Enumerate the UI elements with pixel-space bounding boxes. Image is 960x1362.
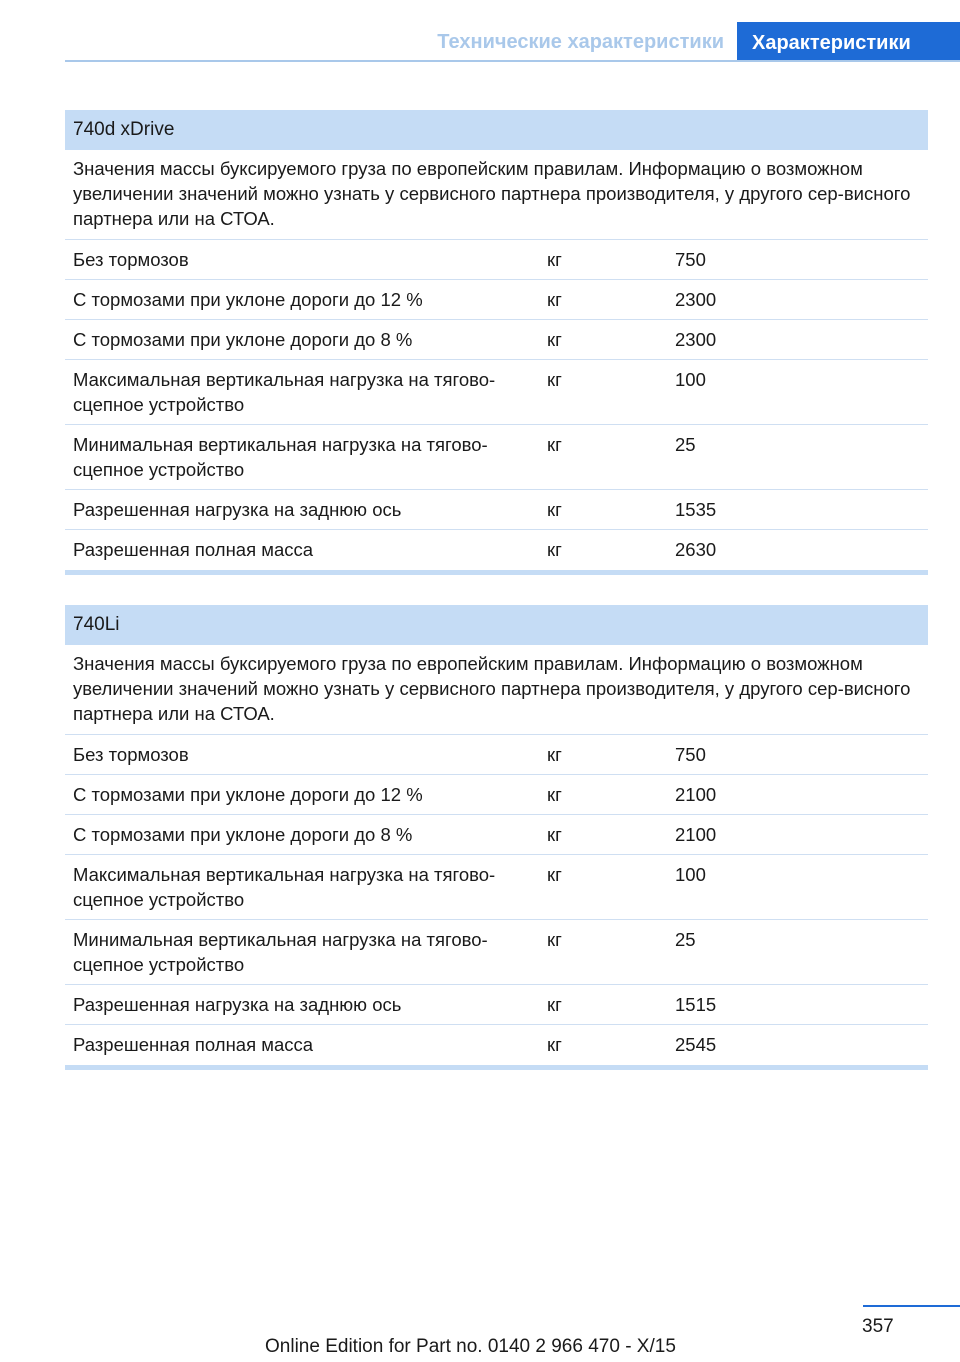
row-value: 2300 [675,289,717,310]
table-note: Значения массы буксируемого груза по европейским правилам. Информацию о возможном увеличении значений можно узнать у сервисного партнера производителя, у другого сер-висного партнера или на СТОА. [65,645,928,735]
row-value: 100 [675,864,706,885]
row-unit: кг [547,369,562,390]
spec-table-740li [65,605,928,1070]
table-row [65,920,928,985]
row-value: 750 [675,249,706,270]
section-title: Технические характеристики [437,31,724,53]
table-note: Значения массы буксируемого груза по европейским правилам. Информацию о возможном увеличении значений можно узнать у сервисного партнера производителя, у другого сер-висного партнера или на СТОА. [65,150,928,240]
row-label: Без тормозов [73,249,189,270]
row-unit: кг [547,864,562,885]
row-unit: кг [547,249,562,270]
row-label: С тормозами при уклоне дороги до 8 % [73,824,413,845]
table-row [65,490,928,530]
row-value: 1535 [675,499,717,520]
table-row [65,1025,928,1065]
table-title: 740Li [65,605,928,645]
row-unit: кг [547,929,562,950]
table-row [65,855,928,920]
row-label: С тормозами при уклоне дороги до 12 % [73,784,423,805]
spec-table-740d [65,110,928,575]
table-row [65,815,928,855]
row-value: 2100 [675,784,717,805]
row-value: 750 [675,744,706,765]
row-unit: кг [547,499,562,520]
row-unit: кг [547,434,562,455]
table-row [65,425,928,490]
row-value: 25 [675,929,696,950]
table-row [65,240,928,280]
row-label: Максимальная вертикальная нагрузка на тягово-сцепное устройство [73,369,496,415]
edition-note: Online Edition for Part no. 0140 2 966 470 - X/15 [265,1336,676,1357]
row-value: 25 [675,434,696,455]
table-title: 740d xDrive [65,110,928,150]
row-value: 2545 [675,1034,717,1055]
row-value: 1515 [675,994,717,1015]
row-unit: кг [547,329,562,350]
row-label: Разрешенная полная масса [73,1034,314,1055]
row-label: Минимальная вертикальная нагрузка на тягово-сцепное устройство [73,434,488,480]
table-row [65,530,928,570]
row-label: Максимальная вертикальная нагрузка на тягово-сцепное устройство [73,864,496,910]
footer-divider [863,1305,960,1307]
row-value: 100 [675,369,706,390]
chapter-tab: Характеристики [737,22,960,62]
row-label: Разрешенная полная масса [73,539,314,560]
row-label: Разрешенная нагрузка на заднюю ось [73,994,402,1015]
row-label: Без тормозов [73,744,189,765]
row-value: 2630 [675,539,717,560]
row-label: С тормозами при уклоне дороги до 12 % [73,289,423,310]
row-unit: кг [547,744,562,765]
row-unit: кг [547,824,562,845]
row-unit: кг [547,289,562,310]
row-unit: кг [547,539,562,560]
header-divider [65,60,960,62]
row-unit: кг [547,994,562,1015]
page-number: 357 [862,1316,894,1337]
row-value: 2300 [675,329,717,350]
table-row [65,775,928,815]
table-row [65,280,928,320]
row-unit: кг [547,784,562,805]
table-row [65,360,928,425]
table-row [65,320,928,360]
row-label: Минимальная вертикальная нагрузка на тягово-сцепное устройство [73,929,488,975]
row-label: С тормозами при уклоне дороги до 8 % [73,329,413,350]
row-label: Разрешенная нагрузка на заднюю ось [73,499,402,520]
table-row [65,735,928,775]
table-bottom-rule [65,570,928,575]
table-bottom-rule [65,1065,928,1070]
table-row [65,985,928,1025]
row-value: 2100 [675,824,717,845]
row-unit: кг [547,1034,562,1055]
